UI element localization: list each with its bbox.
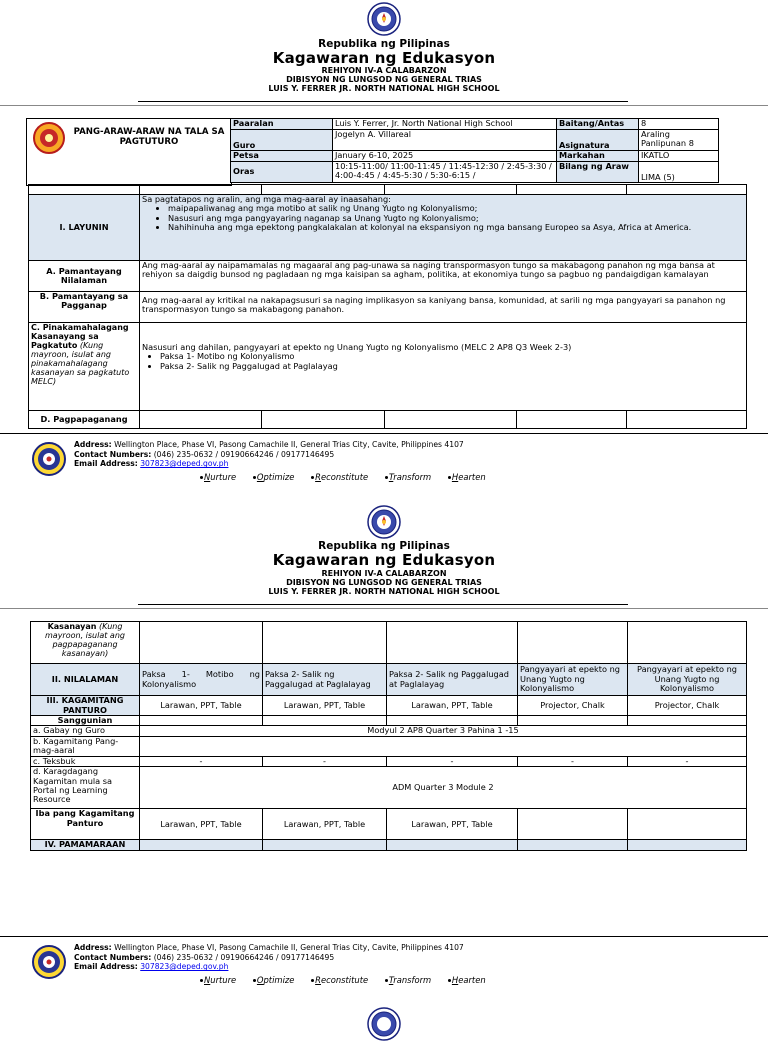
pamantayang-pagganap-label: B. Pamantayang sa Pagganap: [29, 292, 140, 323]
guro-value: Jogelyn A. Villareal: [333, 130, 557, 151]
bilang-value: LIMA (5): [639, 162, 719, 183]
asignatura-label: Asignatura: [557, 130, 639, 151]
motto-optimize: Optimize: [253, 975, 295, 985]
address-label: Address:: [74, 440, 112, 449]
kagamitang-label: b. Kagamitang Pang-mag-aaral: [31, 736, 140, 756]
footer-divider: [0, 936, 768, 937]
paaralan-value: Luis Y. Ferrer, Jr. North National High School: [333, 119, 557, 130]
iba-cell: Larawan, PPT, Table: [387, 809, 518, 840]
nilalaman-label: II. NILALAMAN: [31, 664, 140, 696]
footer-contact: [74, 943, 464, 972]
iba-label: Iba pang Kagamitang Panturo: [31, 809, 140, 840]
school-name: LUIS Y. FERRER JR. NORTH NATIONAL HIGH SCHOOL: [268, 84, 500, 93]
footer-divider: [0, 433, 768, 434]
teksbuk-label: c. Teksbuk: [31, 756, 140, 766]
kagamitan-cell: Projector, Chalk: [518, 696, 628, 716]
bilang-label: Bilang ng Araw: [557, 162, 639, 183]
pagpapaganang-label: D. Pagpapaganang: [29, 411, 140, 429]
baitang-label: Baitang/Antas: [557, 119, 639, 130]
kagawaran-title: Kagawaran ng Edukasyon: [272, 551, 496, 569]
nilalaman-cell: Pangyayari at epekto ng Unang Yugto ng Kolonyalismo: [628, 664, 747, 696]
markahan-value: IKATLO: [639, 151, 719, 162]
motto-nurture: Nurture: [200, 472, 236, 482]
motto-transform: Transform: [385, 975, 431, 985]
motto-hearten: Hearten: [448, 472, 486, 482]
teksbuk-cell: -: [628, 756, 747, 766]
nilalaman-cell: Pangyayari at epekto ng Unang Yugto ng Kolonyalismo: [518, 664, 628, 696]
oras-value: 10:15-11:00/ 11:00-11:45 / 11:45-12:30 / 2:45-3:30 / 4:00-4:45 / 4:45-5:30 / 5:30-6:15 /: [333, 162, 557, 183]
school-logo-icon: [33, 122, 65, 154]
address-value: Wellington Place, Phase VI, Pasong Camachile II, General Trias City, Cavite, Philippines 4107: [114, 440, 464, 449]
motto-row: [200, 975, 500, 985]
header-divider-dark: [138, 604, 628, 605]
markahan-label: Markahan: [557, 151, 639, 162]
layunin-label: I. LAYUNIN: [29, 195, 140, 261]
layunin-list: [142, 204, 744, 232]
petsa-label: Petsa: [231, 151, 333, 162]
karagdagan-value: ADM Quarter 3 Module 2: [140, 767, 747, 809]
footer-contact: [74, 440, 464, 469]
division-seal-icon: [32, 945, 66, 979]
republika-text: Republika ng Pilipinas: [318, 540, 450, 552]
rehiyon-text: REHIYON IV-A CALABARZON: [321, 569, 447, 578]
contact-label: Contact Numbers:: [74, 449, 152, 459]
contact-value: (046) 235-0632 / 09190664246 / 09177146495: [153, 449, 335, 459]
iba-cell: Larawan, PPT, Table: [263, 809, 387, 840]
email-link[interactable]: 307823@deped.gov.ph: [140, 962, 229, 972]
motto-row: [200, 472, 500, 482]
pamantayang-nilalaman-label: A. Pamantayang Nilalaman: [29, 261, 140, 292]
layunin-item: • maipapaliwanag ang mga motibo at salik ng Unang Yugto ng Kolonyalismo;: [168, 204, 744, 213]
motto-nurture: Nurture: [200, 975, 236, 985]
teksbuk-cell: -: [387, 756, 518, 766]
email-label: Email Address:: [74, 459, 138, 469]
dll-title-box: [26, 118, 232, 186]
pamantayang-pagganap-text: Ang mag-aaral ay kritikal na nakapagsusuri sa naging implikasyon sa kaniyang bansa, komunidad, at sarili ng mga pangyayari sa panahon ng transpormasyon tungo sa makabagong panahon.: [140, 292, 747, 323]
header-divider: [0, 105, 768, 106]
paksa-list: [142, 352, 744, 371]
sanggunian-label: Sanggunian: [31, 716, 140, 726]
baitang-value: 8: [639, 119, 719, 130]
dll-main-table: [28, 184, 747, 429]
nilalaman-cell: Paksa 2- Salik ng Paggalugad at Paglalayag: [387, 664, 518, 696]
contact-value: (046) 235-0632 / 09190664246 / 09177146495: [153, 952, 335, 962]
header-divider: [0, 608, 768, 609]
teksbuk-cell: -: [140, 756, 263, 766]
header-divider-dark: [138, 101, 628, 102]
karagdagan-label: d. Karagdagang Kagamitan mula sa Portal ng Learning Resource: [31, 767, 140, 809]
dll-content-table: [30, 621, 747, 851]
kasanayan-label: C. Pinakamahalagang Kasanayang sa Pagkatuto: [31, 323, 129, 350]
email-label: Email Address:: [74, 962, 138, 972]
nilalaman-cell: Paksa 1- Motibo ng Kolonyalismo: [140, 664, 263, 696]
republika-text: Republika ng Pilipinas: [318, 38, 450, 50]
kagawaran-title: Kagawaran ng Edukasyon: [272, 49, 496, 67]
gabay-value: Modyul 2 AP8 Quarter 3 Pahina 1 -15: [140, 726, 747, 736]
paksa-item: • Paksa 1- Motibo ng Kolonyalismo: [160, 352, 744, 361]
oras-label: Oras: [231, 162, 333, 183]
teksbuk-cell: -: [518, 756, 628, 766]
dll-info-table: [230, 118, 719, 183]
division-seal-icon: [32, 442, 66, 476]
dibisyon-text: DIBISYON NG LUNGSOD NG GENERAL TRIAS: [286, 578, 482, 587]
motto-reconstitute: Reconstitute: [311, 472, 368, 482]
deped-seal-icon: [367, 1007, 401, 1041]
paksa-item: • Paksa 2- Salik ng Paggalugad at Paglalayag: [160, 362, 744, 371]
deped-seal-icon: [367, 505, 401, 539]
rehiyon-text: REHIYON IV-A CALABARZON: [321, 66, 447, 75]
kasanayan-label: Kasanayan: [47, 622, 97, 631]
guro-label: Guro: [231, 130, 333, 151]
paaralan-label: Paaralan: [231, 119, 333, 130]
dll-title: PANG-ARAW-ARAW NA TALA SA PAGTUTURO: [73, 127, 225, 147]
deped-seal-icon: [367, 2, 401, 36]
school-name: LUIS Y. FERRER JR. NORTH NATIONAL HIGH SCHOOL: [268, 587, 500, 596]
kasanayan-note: (Kung mayroon, isulat ang pagpapaganang kasanayan): [45, 622, 125, 658]
kagamitan-cell: Projector, Chalk: [628, 696, 747, 716]
gabay-label: a. Gabay ng Guro: [31, 726, 140, 736]
kagamitan-label: III. KAGAMITANG PANTURO: [31, 696, 140, 716]
layunin-item: • Nahihinuha ang mga epektong pangkalakalan at kolonyal na ekspansiyon ng mga bansang Europeo sa Asya, Africa at America.: [168, 223, 744, 232]
address-value: Wellington Place, Phase VI, Pasong Camachile II, General Trias City, Cavite, Philippines 4107: [114, 943, 464, 952]
layunin-item: • Nasusuri ang mga pangyayaring naganap sa Unang Yugto ng Kolonyalismo;: [168, 214, 744, 223]
iba-cell: Larawan, PPT, Table: [140, 809, 263, 840]
kasanayan-text: Nasusuri ang dahilan, pangyayari at epekto ng Unang Yugto ng Kolonyalismo (MELC 2 AP8 Q3 Week 2-3): [142, 342, 572, 352]
teksbuk-cell: -: [263, 756, 387, 766]
address-label: Address:: [74, 943, 112, 952]
motto-transform: Transform: [385, 472, 431, 482]
kagamitan-cell: Larawan, PPT, Table: [140, 696, 263, 716]
layunin-intro: Sa pagtatapos ng aralin, ang mga mag-aaral ay inaasahang:: [142, 194, 391, 204]
kagamitan-cell: Larawan, PPT, Table: [387, 696, 518, 716]
contact-label: Contact Numbers:: [74, 952, 152, 962]
nilalaman-cell: Paksa 2- Salik ng Paggalugad at Paglalayag: [263, 664, 387, 696]
motto-optimize: Optimize: [253, 472, 295, 482]
asignatura-value: Araling Panlipunan 8: [639, 130, 719, 151]
pamantayang-nilalaman-text: Ang mag-aaral ay naipamamalas ng magaaral ang pag-unawa sa naging transpormasyon tungo sa makabagong panahon ng mga bansa at rehiyon sa daigdig bunsod ng pagladaan ng mga kaisipan sa agham, politika, at ekonomiya tungo sa pagbuo ng pandaigdigan kamalayan: [140, 261, 747, 292]
motto-hearten: Hearten: [448, 975, 486, 985]
pamamaraan-label: IV. PAMAMARAAN: [31, 840, 140, 850]
kagamitan-cell: Larawan, PPT, Table: [263, 696, 387, 716]
kasanayan-note: (Kung mayroon, isulat ang pinakamahalagang kasanayan sa pagkatuto MELC): [31, 341, 130, 386]
petsa-value: January 6-10, 2025: [333, 151, 557, 162]
motto-reconstitute: Reconstitute: [311, 975, 368, 985]
email-link[interactable]: 307823@deped.gov.ph: [140, 459, 229, 469]
dibisyon-text: DIBISYON NG LUNGSOD NG GENERAL TRIAS: [286, 75, 482, 84]
